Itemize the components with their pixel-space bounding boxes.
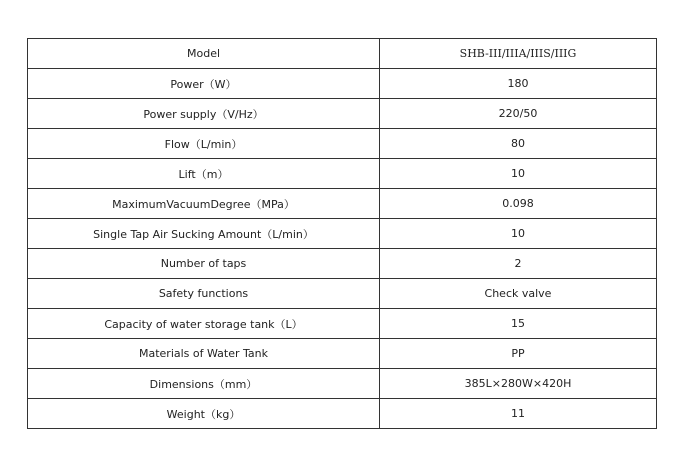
- lift-label: Lift（m）: [28, 159, 380, 189]
- air-sucking-label: Single Tap Air Sucking Amount（L/min）: [28, 219, 380, 249]
- safety-label: Safety functions: [28, 279, 380, 309]
- table-row: [28, 339, 657, 369]
- safety-value: Check valve: [380, 279, 657, 309]
- flow-value: 80: [380, 129, 657, 159]
- power-value: 180: [380, 69, 657, 99]
- tank-material-value: PP: [380, 339, 657, 369]
- weight-label: Weight（kg）: [28, 399, 380, 429]
- table-row: [28, 219, 657, 249]
- table-row: [28, 369, 657, 399]
- table-row: [28, 39, 657, 69]
- dimensions-value: 385L×280W×420H: [380, 369, 657, 399]
- table-row: [28, 399, 657, 429]
- table-row: [28, 249, 657, 279]
- lift-value: 10: [380, 159, 657, 189]
- table-row: [28, 129, 657, 159]
- tank-material-label: Materials of Water Tank: [28, 339, 380, 369]
- spec-table: [27, 38, 657, 429]
- table-row: [28, 279, 657, 309]
- tank-capacity-label: Capacity of water storage tank（L）: [28, 309, 380, 339]
- table-row: [28, 99, 657, 129]
- air-sucking-value: 10: [380, 219, 657, 249]
- dimensions-label: Dimensions（mm）: [28, 369, 380, 399]
- taps-value: 2: [380, 249, 657, 279]
- power-supply-value: 220/50: [380, 99, 657, 129]
- power-supply-label: Power supply（V/Hz）: [28, 99, 380, 129]
- table-row: [28, 189, 657, 219]
- weight-value: 11: [380, 399, 657, 429]
- model-value: SHB-III/IIIA/IIIS/IIIG: [380, 39, 657, 69]
- taps-label: Number of taps: [28, 249, 380, 279]
- max-vacuum-value: 0.098: [380, 189, 657, 219]
- flow-label: Flow（L/min）: [28, 129, 380, 159]
- table-row: [28, 309, 657, 339]
- tank-capacity-value: 15: [380, 309, 657, 339]
- model-label: Model: [28, 39, 380, 69]
- table-row: [28, 69, 657, 99]
- power-label: Power（W）: [28, 69, 380, 99]
- max-vacuum-label: MaximumVacuumDegree（MPa）: [28, 189, 380, 219]
- table-row: [28, 159, 657, 189]
